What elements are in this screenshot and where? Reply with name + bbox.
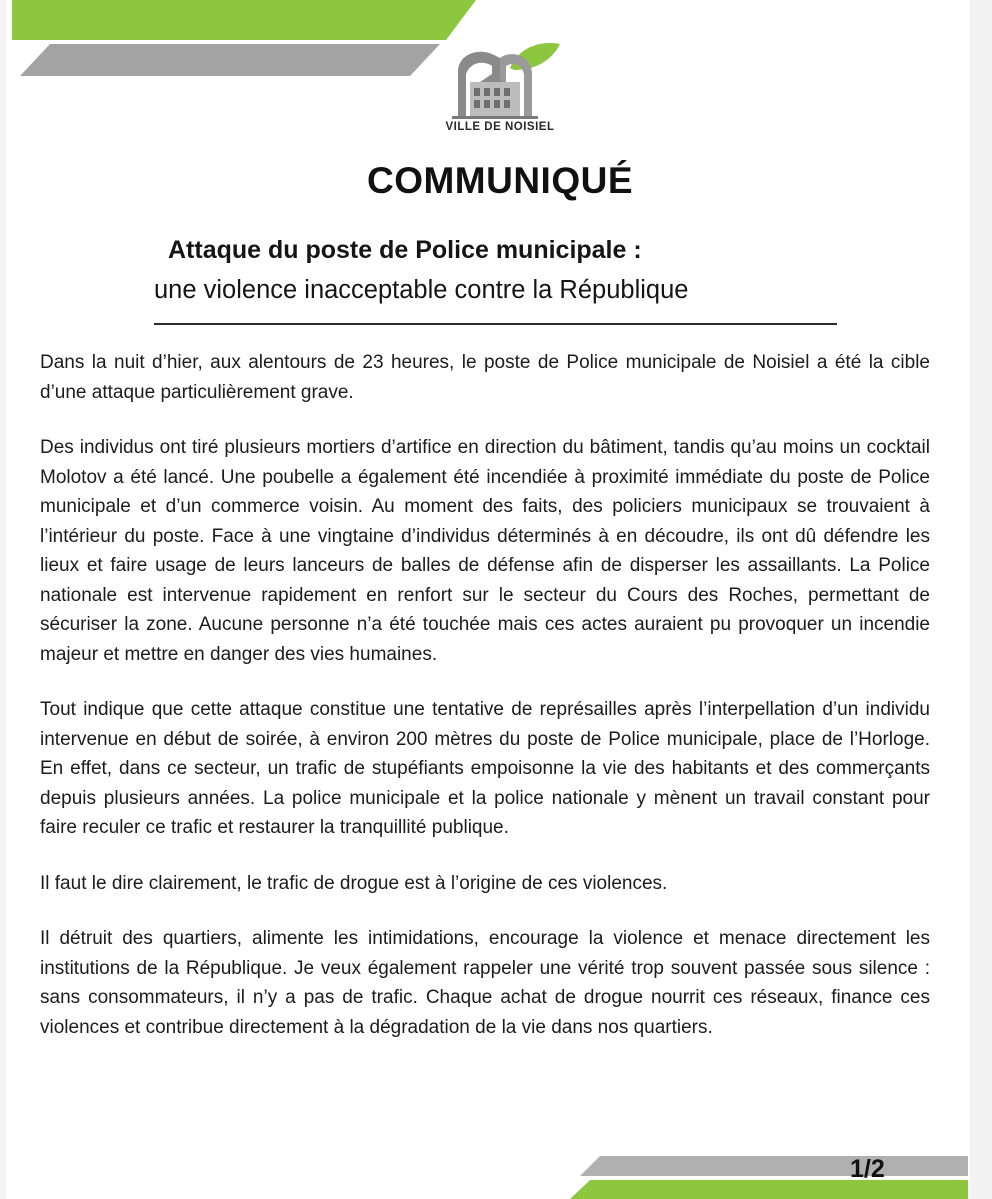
subtitle-line-2: une violence inacceptable contre la République — [154, 276, 689, 304]
top-grey-band — [20, 44, 440, 76]
paragraph-3: Tout indique que cette attaque constitue une tentative de représailles après l’interpellation d’un individu intervenue en début de soirée, à environ 200 mètres du poste de Police municipale, place de l’Horloge. En effet, dans ce secteur, un trafic de stupéfiants empoisonne la vie des habitants et des commerçants depuis plusieurs années. La police municipale et la police nationale y mènent un travail constant pour faire reculer ce trafic et restaurer la tranquillité publique. — [40, 699, 930, 838]
left-border — [0, 0, 6, 1199]
paragraph-2: Des individus ont tiré plusieurs mortiers d’artifice en direction du bâtiment, tandis qu’au moins un cocktail Molotov a été lancé. Une poubelle a également été incendiée à proximité immédiate du poste de Police municipale et d’un commerce voisin. Au moment des faits, des policiers municipaux se trouvaient à l’intérieur du poste. Face à une vingtaine d’individus déterminés à en découdre, ils ont dû défendre les lieux et faire usage de leurs lanceurs de balles de défense afin de disperser les assaillants. La Police nationale est intervenue rapidement en renfort sur le secteur du Cours des Roches, permettant de sécuriser la zone. Aucune personne n’a été touchée mais ces actes auraient pu provoquer un incendie majeur et mettre en danger des vies humaines. — [40, 437, 930, 665]
logo-caption: VILLE DE NOISIEL — [445, 121, 555, 133]
subtitle-line-1: Attaque du poste de Police municipale : — [168, 236, 642, 264]
title-divider — [154, 323, 837, 325]
page-number: 1/2 — [850, 1155, 885, 1183]
paragraph-1: Dans la nuit d’hier, aux alentours de 23 heures, le poste de Police municipale de Noisiel a été la cible d’une attaque particulièrement grave. — [40, 352, 930, 403]
paragraph-5: Il détruit des quartiers, alimente les intimidations, encourage la violence et menace directement les institutions de la République. Je veux également rappeler une vérité trop souvent passée sous silence : sans consommateurs, il n’y a pas de trafic. Chaque achat de drogue nourrit ces réseaux, finance ces violences et contribue directement à la dégradation de la vie dans nos quartiers. — [40, 928, 930, 1038]
top-green-band — [12, 0, 476, 40]
bottom-decorative-bands — [560, 1150, 970, 1199]
bottom-green-band — [570, 1180, 968, 1199]
paragraph-4: Il faut le dire clairement, le trafic de drogue est à l’origine de ces violences. — [40, 872, 668, 894]
page-title: COMMUNIQUÉ — [366, 160, 634, 201]
document-body — [40, 348, 930, 1068]
top-decorative-bands — [0, 0, 480, 80]
bottom-grey-band — [580, 1156, 968, 1176]
right-border — [970, 0, 992, 1199]
